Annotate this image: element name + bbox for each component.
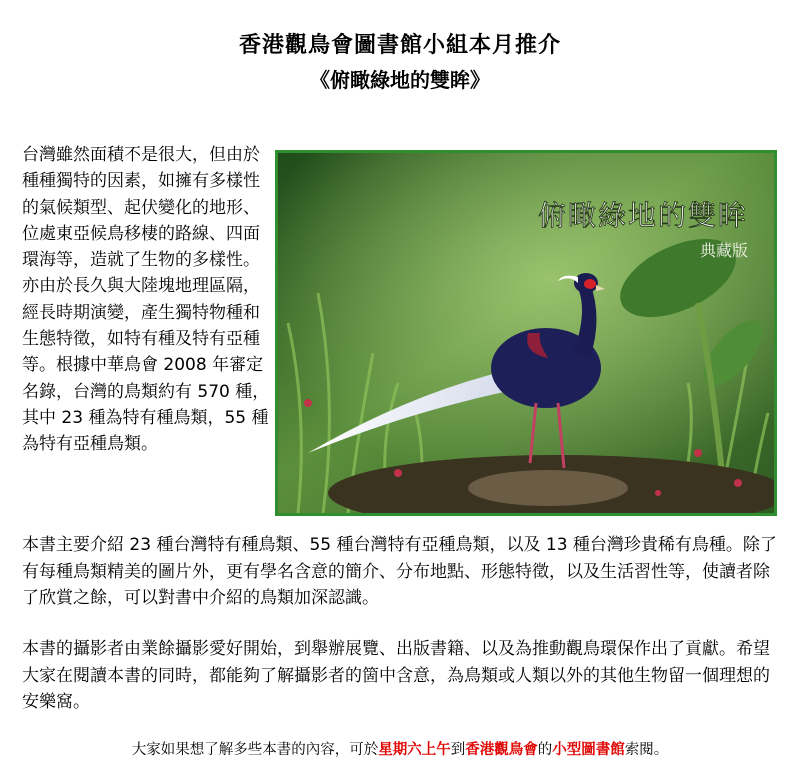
intro-paragraph: 台灣雖然面積不是很大，但由於種種獨特的因素，如擁有多樣性的氣候類型、起伏變化的地形、位處東亞候鳥移棲的路線、四面環海等，造就了生物的多樣性。亦由於長久與大陸塊地理區隔，經長時期演變，產生獨特物種和生態特徵，如特有種及特有亞種等。根據中華鳥會 2008 年審定名錄，台灣的鳥類約有 570 種，其中 23 種為特有種鳥類，55 種為特有亞種鳥類。 bbox=[22, 145, 270, 455]
footer-org: 香港觀鳥會 bbox=[465, 742, 538, 758]
book-cover-image bbox=[275, 150, 777, 516]
footer-note bbox=[0, 738, 800, 759]
description-paragraph: 本書主要介紹 23 種台灣特有種鳥類、55 種台灣特有亞種鳥類，以及 13 種台灣珍貴稀有鳥種。除了有每種鳥類精美的圖片外，更有學名含意的簡介、分布地點、形態特徵，以及生活習性等，使讀者除了欣賞之餘，可以對書中介紹的鳥類加深認識。 bbox=[22, 535, 777, 608]
cover-title-text: 俯瞰綠地的雙眸 bbox=[537, 199, 748, 232]
photographer-paragraph: 本書的攝影者由業餘攝影愛好開始，到舉辦展覽、出版書籍、以及為推動觀鳥環保作出了貢獻。希望大家在閱讀本書的同時，都能夠了解攝影者的箇中含意，為鳥類或人類以外的其他生物留一個理想的安樂窩。 bbox=[22, 639, 770, 712]
footer-suffix: 索閱。 bbox=[624, 742, 669, 758]
footer-to: 到 bbox=[450, 742, 466, 758]
footer-time: 星期六上午 bbox=[378, 742, 451, 758]
footer-of: 的 bbox=[537, 742, 553, 758]
cover-illustration bbox=[278, 153, 774, 513]
book-subtitle: 《俯瞰綠地的雙眸》 bbox=[310, 68, 490, 92]
cover-edition-text: 典藏版 bbox=[699, 241, 748, 260]
page-title: 香港觀鳥會圖書館小組本月推介 bbox=[238, 33, 561, 58]
footer-library: 小型圖書館 bbox=[552, 742, 625, 758]
footer-prefix: 大家如果想了解多些本書的內容，可於 bbox=[131, 742, 379, 758]
